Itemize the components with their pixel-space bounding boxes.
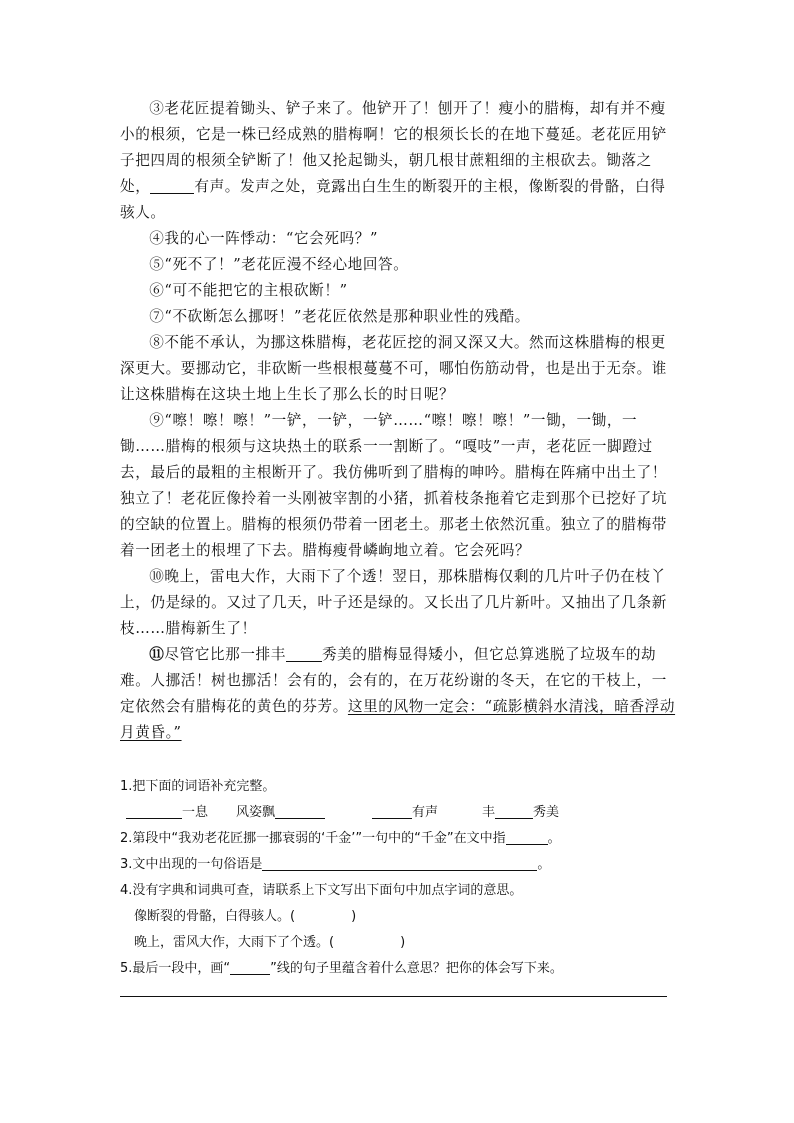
paragraph-10: ⑩晚上，雷电大作，大雨下了个透！翌日，那株腊梅仅剩的几片叶子仍在枝丫上，仍是绿的。又过了几天，叶子还是绿的。又长出了几片新叶。又抽出了几条新枝……腊梅新生了！: [120, 568, 667, 637]
answer-blank[interactable]: [262, 854, 537, 871]
blank-fill[interactable]: [286, 645, 322, 662]
word-completion-row: 一息 风姿飘 有声 丰 秀美: [120, 800, 680, 826]
paragraph-11: ⑪尽管它比那一排丰 秀美的腊梅显得矮小，但它总算逃脱了垃圾车的劫难。人挪活！树也挪活！会有的，会有的，在万花纷谢的冬天，在它的干枝上，一定依然会有腊梅花的黄色的芬芳。这里的风物一定会：“疏影横斜水清浅，暗香浮动月黄昏。”: [120, 646, 676, 741]
underlined-sentence: 这里的风物一定会：“疏影横斜水清浅，暗香浮动月黄昏。”: [120, 698, 676, 741]
underline-sample: [230, 958, 270, 975]
answer-blank[interactable]: [506, 828, 548, 845]
question-3: 3.文中出现的一句俗语是 。: [120, 852, 680, 878]
blank-fill[interactable]: [275, 802, 325, 819]
paragraph-4: ④我的心一阵悸动：“它会死吗？”: [149, 230, 379, 247]
question-4-sentence-1: 像断裂的骨骼，白得骇人。( ): [134, 909, 357, 924]
paragraph-7: ⑦“不砍断怎么挪呀！”老花匠依然是那种职业性的残酷。: [149, 308, 530, 325]
question-4-sentence-2: 晚上，雷风大作，大雨下了个透。( ): [134, 935, 406, 950]
paragraph-8: ⑧不能不承认，为挪这株腊梅，老花匠挖的洞又深又大。然而这株腊梅的根更深更大。要挪动它，非砍断一些根根蔓蔓不可，哪怕伤筋动骨，也是出于无奈。谁让这株腊梅在这块土地上生长了那么长的时日呢？: [120, 334, 667, 403]
question-1: 1.把下面的词语补充完整。: [120, 779, 276, 794]
blank-fill[interactable]: [372, 802, 412, 819]
paragraph-9: ⑨“嚓！嚓！嚓！”一铲，一铲，一铲……“嚓！嚓！嚓！”一锄，一锄，一锄……腊梅的根须与这块热土的联系一一割断了。“嘎吱”一声，老花匠一脚蹬过去，最后的最粗的主根断开了。我仿佛听到了腊梅的呻吟。腊梅在阵痛中出土了！独立了！老花匠像拎着一头刚被宰割的小猪，抓着枝条拖着它走到那个已挖好了坑的空缺的位置上。腊梅的根须仍带着一团老土。那老土依然沉重。独立了的腊梅带着一团老土的根埋了下去。腊梅瘦骨嶙峋地立着。它会死吗？: [120, 412, 667, 559]
question-5: 5.最后一段中，画“ ”线的句子里蕴含着什么意思？把你的体会写下来。: [120, 956, 680, 982]
paragraph-6: ⑥“可不能把它的主根砍断！”: [149, 282, 348, 299]
questions-section: [120, 774, 680, 982]
blank-fill[interactable]: [150, 177, 194, 194]
reading-passage: [120, 96, 680, 746]
paragraph-3: ③老花匠提着锄头、铲子来了。他铲开了！刨开了！瘦小的腊梅，却有并不瘦小的根须，它是一株已经成熟的腊梅啊！它的根须长长的在地下蔓延。老花匠用铲子把四周的根须全铲断了！他又抡起锄头，朝几根甘蔗粗细的主根砍去。锄落之处， 有声。发声之处，竟露出白生生的断裂开的主根，像断裂的骨骼，白得骇人。: [120, 100, 667, 221]
answer-line[interactable]: [120, 996, 667, 997]
blank-fill[interactable]: [495, 802, 533, 819]
question-4: 4.没有字典和词典可查，请联系上下文写出下面句中加点字词的意思。: [120, 883, 523, 898]
paragraph-5: ⑤“死不了！”老花匠漫不经心地回答。: [149, 256, 409, 273]
blank-fill[interactable]: [126, 802, 182, 819]
question-2: 2.第段中“我劝老花匠挪一挪衰弱的‘千金’”一句中的“千金”在文中指 。: [120, 826, 680, 852]
